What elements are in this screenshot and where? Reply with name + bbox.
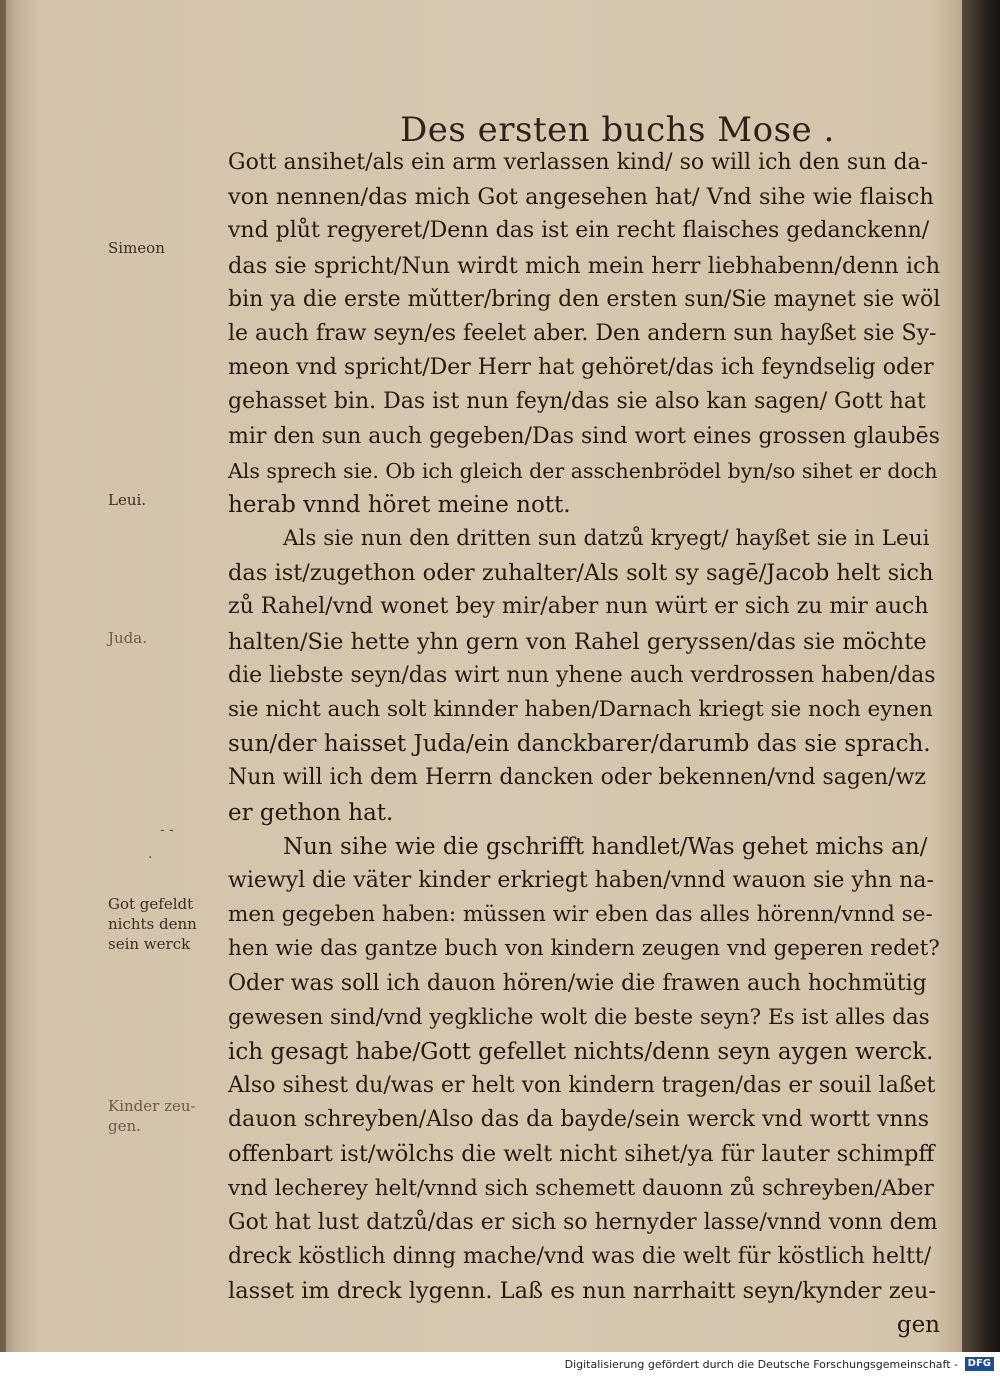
text-line: Als sie nun den dritten sun datzů kryegt/ hayßet sie in Leui: [283, 526, 930, 552]
text-line: herab vnnd höret meine nott.: [228, 491, 571, 518]
dfg-logo: DFG: [965, 1357, 994, 1371]
ink-speck: ·: [148, 850, 153, 866]
margin-note-juda: Juda.: [108, 629, 147, 647]
text-line: bin ya die erste mǔtter/bring den ersten sun/Sie maynet sie wöl: [228, 286, 941, 312]
text-line: men gegeben haben: müssen wir eben das alles hörenn/vnnd se-: [228, 902, 933, 928]
text-line: le auch fraw seyn/es feelet aber. Den andern sun hayßet sie Sy-: [228, 320, 937, 346]
text-line: dauon schreyben/Also das da bayde/sein werck vnd wortt vnns: [228, 1107, 929, 1133]
margin-note-leui: Leui.: [108, 491, 147, 509]
page-edge: [962, 0, 1000, 1352]
text-line: Oder was soll ich dauon hören/wie die frawen auch hochmütig: [228, 970, 927, 996]
margin-note-line: Got gefeldt: [108, 895, 194, 913]
text-line: das sie spricht/Nun wirdt mich mein herr liebhabenn/denn ich: [228, 252, 941, 279]
text-line: gehasset bin. Das ist nun feyn/das sie also kan sagen/ Gott hat: [228, 389, 926, 415]
text-line: vnd plůt regyeret/Denn das ist ein recht flaisches gedanckenn/: [228, 218, 930, 244]
margin-note-line: gen.: [108, 1117, 141, 1135]
text-line: wiewyl die väter kinder erkriegt haben/vnnd wauon sie yhn na-: [228, 867, 934, 893]
text-line: sie nicht auch solt kinnder haben/Darnach kriegt sie noch eynen: [228, 697, 933, 722]
text-line: sun/der haisset Juda/ein danckbarer/darumb das sie sprach.: [228, 731, 931, 758]
text-line: die liebste seyn/das wirt nun yhene auch verdrossen haben/das: [228, 662, 936, 688]
text-line: offenbart ist/wölchs die welt nicht sihet/ya für lauter schimpff: [228, 1141, 935, 1168]
text-line: mir den sun auch gegeben/Das sind wort eines grossen glaubēs: [228, 423, 940, 449]
text-line: dreck köstlich dinng mache/vnd was die welt für köstlich heltt/: [228, 1244, 932, 1269]
text-line: meon vnd spricht/Der Herr hat gehöret/das ich feyndselig oder: [228, 355, 934, 381]
text-line: Nun sihe wie die gschrifft handlet/Was gehet michs an/: [283, 833, 928, 860]
main-text-block: [228, 146, 940, 1343]
margin-note-line: sein werck: [108, 935, 191, 953]
gutter-shadow: [0, 0, 6, 1352]
funding-credit: Digitalisierung gefördert durch die Deutsche Forschungsgemeinschaft -: [564, 1358, 958, 1371]
text-line: Gott ansihet/als ein arm verlassen kind/ so will ich den sun da-: [228, 150, 929, 175]
running-header: Des ersten buchs Mose .: [400, 110, 835, 150]
text-line: Also sihest du/was er helt von kindern tragen/das er souil laßet: [228, 1073, 936, 1099]
text-line: ich gesagt habe/Gott gefellet nichts/denn seyn aygen werck.: [228, 1038, 934, 1065]
text-line: halten/Sie hette yhn gern von Rahel geryssen/das sie möchte: [228, 628, 927, 655]
margin-note-line: Kinder zeu-: [108, 1097, 196, 1115]
text-line: Got hat lust datzů/das er sich so hernyder lasse/vnnd vonn dem: [228, 1209, 938, 1235]
ink-speck: ‐ ‐: [160, 822, 174, 838]
margin-note-kinder-zeugen: [108, 1096, 226, 1136]
margin-note-got-gefeldt: [108, 894, 226, 954]
text-line: hen wie das gantze buch von kindern zeugen vnd geperen redet?: [228, 936, 940, 962]
margin-note-simeon: Simeon: [108, 239, 165, 257]
text-line: das ist/zugethon oder zuhalter/Als solt sy sagē/Jacob helt sich: [228, 560, 934, 587]
text-line: lasset im dreck lygenn. Laß es nun narrhaitt seyn/kynder zeu-: [228, 1278, 936, 1305]
text-line: vnd lecherey helt/vnnd sich schemett dauonn zů schreyben/Aber: [228, 1175, 934, 1201]
text-line: gewesen sind/vnd yegkliche wolt die beste seyn? Es ist alles das: [228, 1004, 930, 1030]
text-line: Als sprech sie. Ob ich gleich der asschenbrödel byn/so sihet er doch: [228, 458, 938, 483]
text-line: von nennen/das mich Got angesehen hat/ Vnd sihe wie flaisch: [228, 184, 934, 211]
text-line: Nun will ich dem Herrn dancken oder bekennen/vnd sagen/wz: [228, 765, 927, 791]
text-line: zů Rahel/vnd wonet bey mir/aber nun würt er sich zu mir auch: [228, 594, 929, 620]
text-line: er gethon hat.: [228, 799, 394, 826]
catchword: gen: [896, 1312, 940, 1339]
margin-note-line: nichts denn: [108, 915, 197, 933]
